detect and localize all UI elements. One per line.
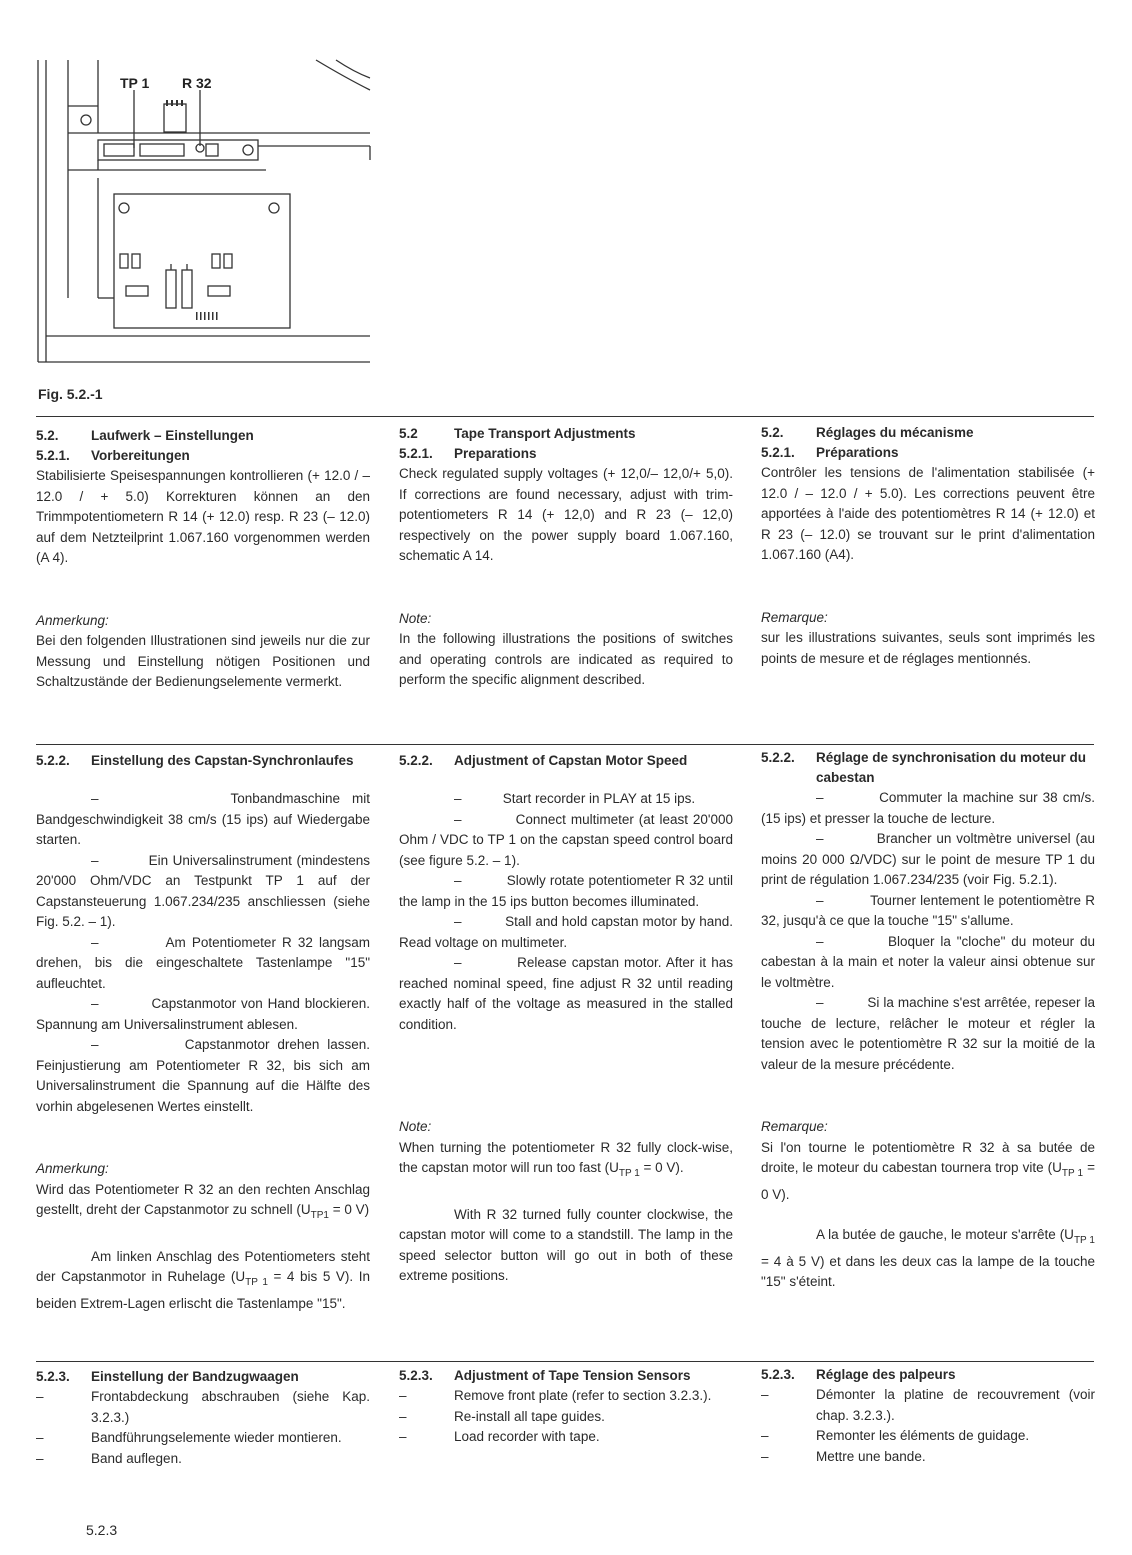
list-item: – Ein Universalinstrument (mindestens 20'000 Ohm/VDC an Testpunkt TP 1 auf der Capstansteuerung 1.067.234/235 anschliessen (siehe Fig. 5.2. – 1). — [36, 852, 370, 929]
section-5-2-3-fr: 5.2.3. Réglage des palpeurs – Démonter la platine de recouvrement (voir chap. 3.2.3.). – Remonter les éléments de guidage. – Mettre une bande. — [761, 1365, 1095, 1467]
heading: Einstellung des Capstan-Synchronlaufes — [91, 753, 354, 768]
divider — [36, 416, 1094, 417]
list-item: – Mettre une bande. — [761, 1448, 926, 1464]
paragraph: With R 32 turned fully counter clockwise, the capstan motor will come to a standstill. The lamp in the speed selector button will go out in both of these extreme positions. — [399, 1206, 733, 1283]
note-label: Anmerkung: — [36, 1161, 109, 1176]
subheading: Preparations — [454, 446, 537, 461]
section-5-2-2-fr: 5.2.2. Réglage de synchronisation du moteur du cabestan – Commuter la machine sur 38 cm/s. (15 ips) et presser la touche de lecture. – Brancher un voltmètre universel (au moins 20 000 Ω/VDC) sur le point de mesure TP 1 du print de régulation 1.067.234/235 (voir Fig. 5.2.1). – Tourner lentement le potentiomètre R 32, jusqu'à ce que la touche "15" s'allume. – Bloquer la "cloche" du moteur du cabestan à la main et noter la valeur ainsi obtenue sur le voltmètre. – Si la machine s'est arrêtée, repeser la touche de lecture, relâcher le moteur et régler la tension avec le potentiomètre R 32 sur la moitié de la valeur de la mesure précédente. Remarque: Si l'on tourne le potentiomètre R 32 à sa butée de droite, le moteur du cabestan tournera trop vite ($U_{TP 1} = 0$ V). A la butée de gauche, le moteur s'arrête ($U_{TP 1} = 4$ à 5 V) et dans les deux cas la lampe de la touche "15" s'éteint. — [761, 748, 1095, 1293]
figure-5-2-1-diagram — [36, 58, 372, 366]
paragraph: Am linken Anschlag des Potentiometers steht der Capstanmotor in Ruhelage ($U_{TP 1} = 4$ bis 5 V). In beiden Extrem-Lagen erlischt die Tastenlampe "15". — [36, 1248, 371, 1311]
heading: Einstellung der Bandzugwaagen — [91, 1369, 299, 1384]
note-text: Bei den folgenden Illustrationen sind jeweils nur die zur Messung und Einstellung nötigen Positionen und Schaltzustände der Bedienungselemente vermerkt. — [36, 633, 370, 689]
list-item: – Capstanmotor drehen lassen. Feinjustierung am Potentiometer R 32, bis sich am Universalinstrument die Spannung auf die Hälfte des vorhin abgelesenen Wertes einstellt. — [36, 1037, 370, 1114]
list-item: – Remonter les éléments de guidage. — [761, 1428, 1030, 1443]
heading: Adjustment of Capstan Motor Speed — [454, 753, 688, 768]
list-item: – Connect multimeter (at least 20'000 Ohm / VDC to TP 1 on the capstan speed control board (see figure 5.2. – 1). — [399, 811, 733, 868]
note-label: Remarque: — [761, 1119, 828, 1134]
list-item: – Load recorder with tape. — [399, 1429, 600, 1444]
label-r32: R 32 — [182, 75, 212, 91]
list-item: – Démonter la platine de recouvrement (voir chap. 3.2.3.). — [761, 1387, 1095, 1423]
section-5-2-1-de: 5.2. Laufwerk – Einstellungen 5.2.1. Vorbereitungen Stabilisierte Speisespannungen kontrollieren (+ 12.0 / – 12.0 / + 5.0) Korrekturen können an den Trimmpotentiometern R 14 (+ 12.0) resp. R 23 (– 12.0) auf dem Netzteilprint 1.067.160 vorgenommen werden (A 4). Anmerkung: Bei den folgenden Illustrationen sind jeweils nur die zur Messung und Einstellung nötigen Positionen und Schaltzustände der Bedienungselemente vermerkt. — [36, 426, 370, 693]
section-5-2-2-de: 5.2.2. Einstellung des Capstan-Synchronlaufes – Tonbandmaschine mit Bandgeschwindigkeit 38 cm/s (15 ips) auf Wiedergabe starten. – Ein Universalinstrument (mindestens 20'000 Ohm/VDC an Testpunkt TP 1 auf der Capstansteuerung 1.067.234/235 anschliessen (siehe Fig. 5.2. – 1). – Am Potentiometer R 32 langsam drehen, bis die eingeschaltete Tastenlampe "15" aufleuchtet. – Capstanmotor von Hand blockieren. Spannung am Universalinstrument ablesen. – Capstanmotor drehen lassen. Feinjustierung am Potentiometer R 32, bis sich am Universalinstrument die Spannung auf die Hälfte des vorhin abgelesenen Wertes einstellt. Anmerkung: Wird das Potentiometer R 32 an den rechten Anschlag gestellt, dreht der Capstanmotor zu schnell ($U_{TP1} = 0$ V) Am linken Anschlag des Potentiometers steht der Capstanmotor in Ruhelage ($U_{TP 1} = 4$ bis 5 V). In beiden Extrem-Lagen erlischt die Tastenlampe "15". — [36, 751, 370, 1314]
note-text: Si l'on tourne le potentiomètre R 32 à sa butée de droite, le moteur du cabestan tournera trop vite ($U_{TP 1} = 0$ V). — [761, 1139, 1096, 1202]
paragraph: A la butée de gauche, le moteur s'arrête ($U_{TP 1} = 4$ à 5 V) et dans les deux cas la lampe de la touche "15" s'éteint. — [761, 1227, 1095, 1289]
list-item: – Tourner lentement le potentiomètre R 32, jusqu'à ce que la touche "15" s'allume. — [761, 892, 1095, 928]
list-item: – Commuter la machine sur 38 cm/s. (15 ips) et presser la touche de lecture. — [761, 790, 1095, 826]
section-5-2-2-en: 5.2.2. Adjustment of Capstan Motor Speed – Start recorder in PLAY at 15 ips. – Connect multimeter (at least 20'000 Ohm / VDC to TP 1 on the capstan speed control board (see figure 5.2. – 1). – Slowly rotate potentiometer R 32 until the lamp in the 15 ips button becomes illuminated. – Stall and hold capstan motor by hand. Read voltage on multimeter. – Release capstan motor. After it has reached nominal speed, fine adjust R 32 until reading exactly half of the voltage as measured in the stalled condition. Note: When turning the potentiometer R 32 fully clock-wise, the capstan motor will run too fast ($U_{TP 1} = 0$ V). With R 32 turned fully counter clockwise, the capstan motor will come to a standstill. The lamp in the speed selector button will go out in both of these extreme positions. — [399, 751, 733, 1293]
body-text: Stabilisierte Speisespannungen kontrollieren (+ 12.0 / – 12.0 / + 5.0) Korrekturen können an den Trimmpotentiometern R 14 (+ 12.0) resp. R 23 (– 12.0) auf dem Netzteilprint 1.067.160 vorgenommen werden (A 4). — [36, 468, 370, 565]
list-item: – Band auflegen. — [36, 1450, 182, 1466]
heading: Laufwerk – Einstellungen — [91, 428, 254, 443]
list-item: – Remove front plate (refer to section 3.2.3.). — [399, 1388, 712, 1403]
note-label: Remarque: — [761, 609, 828, 625]
heading: Réglage de synchronisation du moteur du cabestan — [816, 750, 1087, 785]
list-item: – Capstanmotor von Hand blockieren. Spannung am Universalinstrument ablesen. — [36, 996, 370, 1032]
list-item: – Bandführungselemente wieder montieren. — [36, 1430, 342, 1445]
heading: Réglage des palpeurs — [816, 1367, 956, 1382]
section-5-2-3-de: 5.2.3. Einstellung der Bandzugwaagen – Frontabdeckung abschrauben (siehe Kap. 3.2.3.) – Bandführungselemente wieder montieren. – Band auflegen. — [36, 1367, 370, 1469]
note-label: Anmerkung: — [36, 612, 109, 628]
list-item: – Slowly rotate potentiometer R 32 until the lamp in the 15 ips button becomes illuminated. — [399, 873, 733, 909]
list-item: – Am Potentiometer R 32 langsam drehen, bis die eingeschaltete Tastenlampe "15" aufleuchtet. — [36, 934, 371, 991]
note-text: sur les illustrations suivantes, seuls sont imprimés les points de mesure et de réglages mentionnés. — [761, 630, 1095, 666]
list-item: – Re-install all tape guides. — [399, 1408, 605, 1424]
list-item: – Start recorder in PLAY at 15 ips. — [454, 791, 696, 806]
body-text: Check regulated supply voltages (+ 12,0/– 12,0/+ 5,0). If corrections are found necessary, adjust with trim-potentiometers R 14 (+ 12,0) and R 23 (– 12,0) respectively on the power supply board 1.067.160, schematic A 14. — [399, 466, 733, 563]
label-tp1: TP 1 — [120, 75, 150, 91]
divider — [36, 1361, 1094, 1362]
list-item: – Bloquer la "cloche" du moteur du cabestan à la main et noter la valeur ainsi obtenue sur le voltmètre. — [761, 933, 1096, 990]
list-item: – Release capstan motor. After it has reached nominal speed, fine adjust R 32 until reading exactly half of the voltage as measured in the stalled condition. — [399, 955, 733, 1032]
figure-caption: Fig. 5.2.-1 — [38, 386, 103, 402]
note-label: Note: — [399, 610, 432, 626]
list-item: – Frontabdeckung abschrauben (siehe Kap. 3.2.3.) — [36, 1389, 370, 1425]
list-item: – Tonbandmaschine mit Bandgeschwindigkeit 38 cm/s (15 ips) auf Wiedergabe starten. — [36, 791, 371, 847]
body-text: Contrôler les tensions de l'alimentation stabilisée (+ 12.0 / – 12.0 / + 5.0). Les corrections peuvent être apportées à l'aide des potentiomètres R 14 (+ 12.0) et R 23 (– 12.0) se trouvant sur le print d'alimentation 1.067.160 (A4). — [761, 465, 1095, 562]
divider — [36, 744, 1094, 745]
heading: Réglages du mécanisme — [816, 425, 974, 440]
note-text: When turning the potentiometer R 32 fully clock-wise, the capstan motor will run too fast ($U_{TP 1} = 0$ V). — [399, 1139, 733, 1179]
page-number: 5.2.3 — [86, 1522, 118, 1538]
section-5-2-1-en: 5.2 Tape Transport Adjustments 5.2.1. Preparations Check regulated supply voltages (+ 12,0/– 12,0/+ 5,0). If corrections are found necessary, adjust with trim-potentiometers R 14 (+ 12,0) and R 23 (– 12,0) respectively on the power supply board 1.067.160, schematic A 14. Note: In the following illustrations the positions of switches and operating controls are indicated as required to perform the specific alignment described. — [399, 424, 733, 691]
note-text: In the following illustrations the positions of switches and operating controls are indicated as required to perform the specific alignment described. — [399, 631, 733, 687]
section-5-2-3-en: 5.2.3. Adjustment of Tape Tension Sensors – Remove front plate (refer to section 3.2.3.). – Re-install all tape guides. – Load recorder with tape. — [399, 1366, 733, 1448]
heading: Tape Transport Adjustments — [454, 426, 636, 441]
subheading: Vorbereitungen — [91, 448, 190, 463]
list-item: – Brancher un voltmètre universel (au moins 20 000 Ω/VDC) sur le point de mesure TP 1 du print de régulation 1.067.234/235 (voir Fig. 5.2.1). — [761, 831, 1095, 887]
subheading: Préparations — [816, 445, 899, 460]
heading: Adjustment of Tape Tension Sensors — [454, 1368, 691, 1383]
list-item: – Stall and hold capstan motor by hand. Read voltage on multimeter. — [399, 914, 733, 950]
note-text: Wird das Potentiometer R 32 an den rechten Anschlag gestellt, dreht der Capstanmotor zu schnell ($U_{TP1} = 0$ V) — [36, 1181, 370, 1221]
section-5-2-1-fr: 5.2. Réglages du mécanisme 5.2.1. Préparations Contrôler les tensions de l'alimentation stabilisée (+ 12.0 / – 12.0 / + 5.0). Les corrections peuvent être apportées à l'aide des potentiomètres R 14 (+ 12.0) et R 23 (– 12.0) se trouvant sur le print d'alimentation 1.067.160 (A4). Remarque: sur les illustrations suivantes, seuls sont imprimés les points de mesure et de réglages mentionnés. — [761, 423, 1095, 669]
note-label: Note: — [399, 1119, 432, 1134]
list-item: – Si la machine s'est arrêtée, repeser la touche de lecture, relâcher le moteur et régler la tension avec le potentiomètre R 32 sur la moitié de la valeur de la mesure précédente. — [761, 995, 1095, 1072]
